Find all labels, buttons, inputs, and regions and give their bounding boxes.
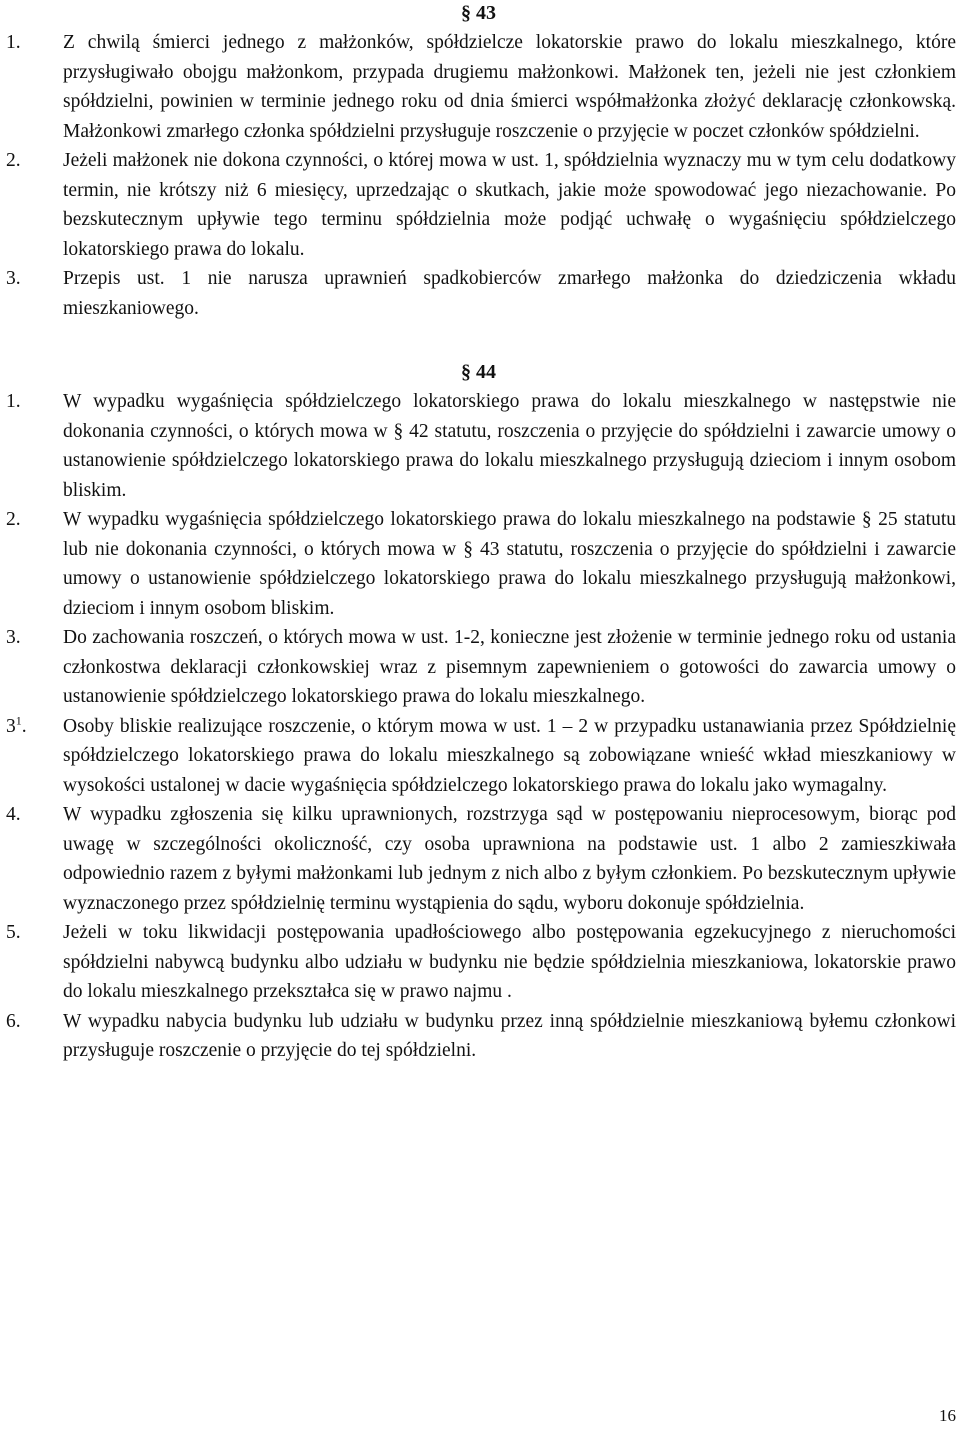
- section-points: [0, 387, 960, 1066]
- paragraph-number: 4.: [6, 804, 21, 825]
- paragraph-item: [0, 146, 960, 264]
- paragraph-item: [0, 800, 960, 918]
- paragraph-number-superscript: 1: [15, 713, 22, 727]
- paragraph-number: 1.: [6, 391, 21, 412]
- paragraph-item: [0, 264, 960, 323]
- paragraph-item: [0, 623, 960, 712]
- paragraph-text: W wypadku zgłoszenia się kilku uprawnionych, rozstrzyga sąd w postępowaniu nieprocesowym, biorąc pod uwagę w szczególności okoliczność, czy osoba uprawniona na podstawie ust. 1 albo 2 zamieszkiwała odpowiednio razem z byłymi małżonkami lub jednym z nich albo z byłym członkiem. Po bezskutecznym upływie wyznaczonego przez spółdzielnię terminu wystąpienia do sądu, wyboru dokonuje spółdzielnia.: [63, 804, 956, 914]
- paragraph-number: 3.: [6, 268, 21, 289]
- section-points: [0, 28, 960, 323]
- paragraph-item: [0, 28, 960, 146]
- page-number: 16: [939, 1406, 956, 1425]
- paragraph-number: 2.: [6, 150, 21, 171]
- paragraph-item: [0, 712, 960, 801]
- section-heading: § 43: [461, 2, 496, 24]
- paragraph-item: [0, 505, 960, 623]
- paragraph-number: 2.: [6, 509, 21, 530]
- paragraph-text: W wypadku nabycia budynku lub udziału w budynku przez inną spółdzielnie mieszkaniową byłemu członkowi przysługuje roszczenie o przyjęcie do tej spółdzielni.: [63, 1010, 956, 1061]
- paragraph-text: W wypadku wygaśnięcia spółdzielczego lokatorskiego prawa do lokalu mieszkalnego na podstawie § 25 statutu lub nie dokonania czynności, o których mowa w § 43 statutu, roszczenia o przyjęcie do spółdzielni i zawarcie umowy o ustanowienie spółdzielczego lokatorskiego prawa do lokalu mieszkalnego przysługują małżonkowi, dzieciom i innym osobom bliskim.: [63, 509, 956, 619]
- paragraph-number: 1.: [6, 32, 21, 53]
- paragraph-text: Przepis ust. 1 nie narusza uprawnień spadkobierców zmarłego małżonka do dziedziczenia wkładu mieszkaniowego.: [63, 268, 956, 319]
- paragraph-number: 6.: [6, 1010, 21, 1032]
- paragraph-text: Z chwilą śmierci jednego z małżonków, spółdzielcze lokatorskie prawo do lokalu mieszkalnego, które przysługiwało obojgu małżonkom, przypada drugiemu małżonkowi. Małżonek ten, jeżeli nie jest członkiem spółdzielni, powinien w terminie jednego roku od dnia śmierci współmałżonka złożyć deklarację członkowską. Małżonkowi zmarłego członka spółdzielni przysługuje roszczenie o przyjęcie w poczet członków spółdzielni.: [63, 32, 956, 142]
- paragraph-number: $3^1$.: [6, 713, 27, 737]
- paragraph-text: W wypadku wygaśnięcia spółdzielczego lokatorskiego prawa do lokalu mieszkalnego w następstwie nie dokonania czynności, o których mowa w § 42 statutu, roszczenia o przyjęcie do spółdzielni i zawarcie umowy o ustanowienie spółdzielczego lokatorskiego prawa do lokalu mieszkalnego przysługują dzieciom i innym osobom bliskim.: [63, 391, 956, 501]
- paragraph-item: [0, 1007, 960, 1066]
- paragraph-text: Jeżeli małżonek nie dokona czynności, o której mowa w ust. 1, spółdzielnia wyznaczy mu w tym celu dodatkowy termin, nie krótszy niż 6 miesięcy, uprzedzając o skutkach, jakie może spowodować jego niezachowanie. Po bezskutecznym upływie tego terminu spółdzielnia może podjąć uchwałę o wygaśnięciu spółdzielczego lokatorskiego prawa do lokalu.: [63, 150, 956, 260]
- paragraph-number: 3.: [6, 627, 21, 648]
- paragraph-text: Do zachowania roszczeń, o których mowa w ust. 1-2, konieczne jest złożenie w terminie jednego roku od ustania członkostwa deklaracji członkowskiej wraz z pisemnym zapewnieniem o gotowości do zawarcia umowy o ustanowienie spółdzielczego lokatorskiego prawa do lokalu mieszkalnego.: [63, 627, 956, 707]
- paragraph-number: 5.: [6, 922, 21, 943]
- paragraph-text: Jeżeli w toku likwidacji postępowania upadłościowego albo postępowania egzekucyjnego z nieruchomości spółdzielni nabywcą budynku albo udziału w budynku nie będzie spółdzielnia mieszkaniowa, lokatorskie prawo do lokalu mieszkalnego przekształca się w prawo najmu .: [63, 922, 956, 1002]
- section-heading: § 44: [461, 361, 496, 383]
- section-44: [0, 357, 960, 1066]
- paragraph-text: Osoby bliskie realizujące roszczenie, o którym mowa w ust. 1 – 2 w przypadku ustanawiania przez Spółdzielnię spółdzielczego lokatorskiego prawa do lokalu mieszkalnego są zobowiązane wnieść wkład mieszkaniowy w wysokości ustalonej w dacie wygaśnięcia spółdzielczego lokatorskiego prawa do lokalu jako wymagalny.: [63, 715, 956, 796]
- section-43: [0, 0, 960, 323]
- paragraph-item: [0, 387, 960, 505]
- paragraph-item: [0, 918, 960, 1007]
